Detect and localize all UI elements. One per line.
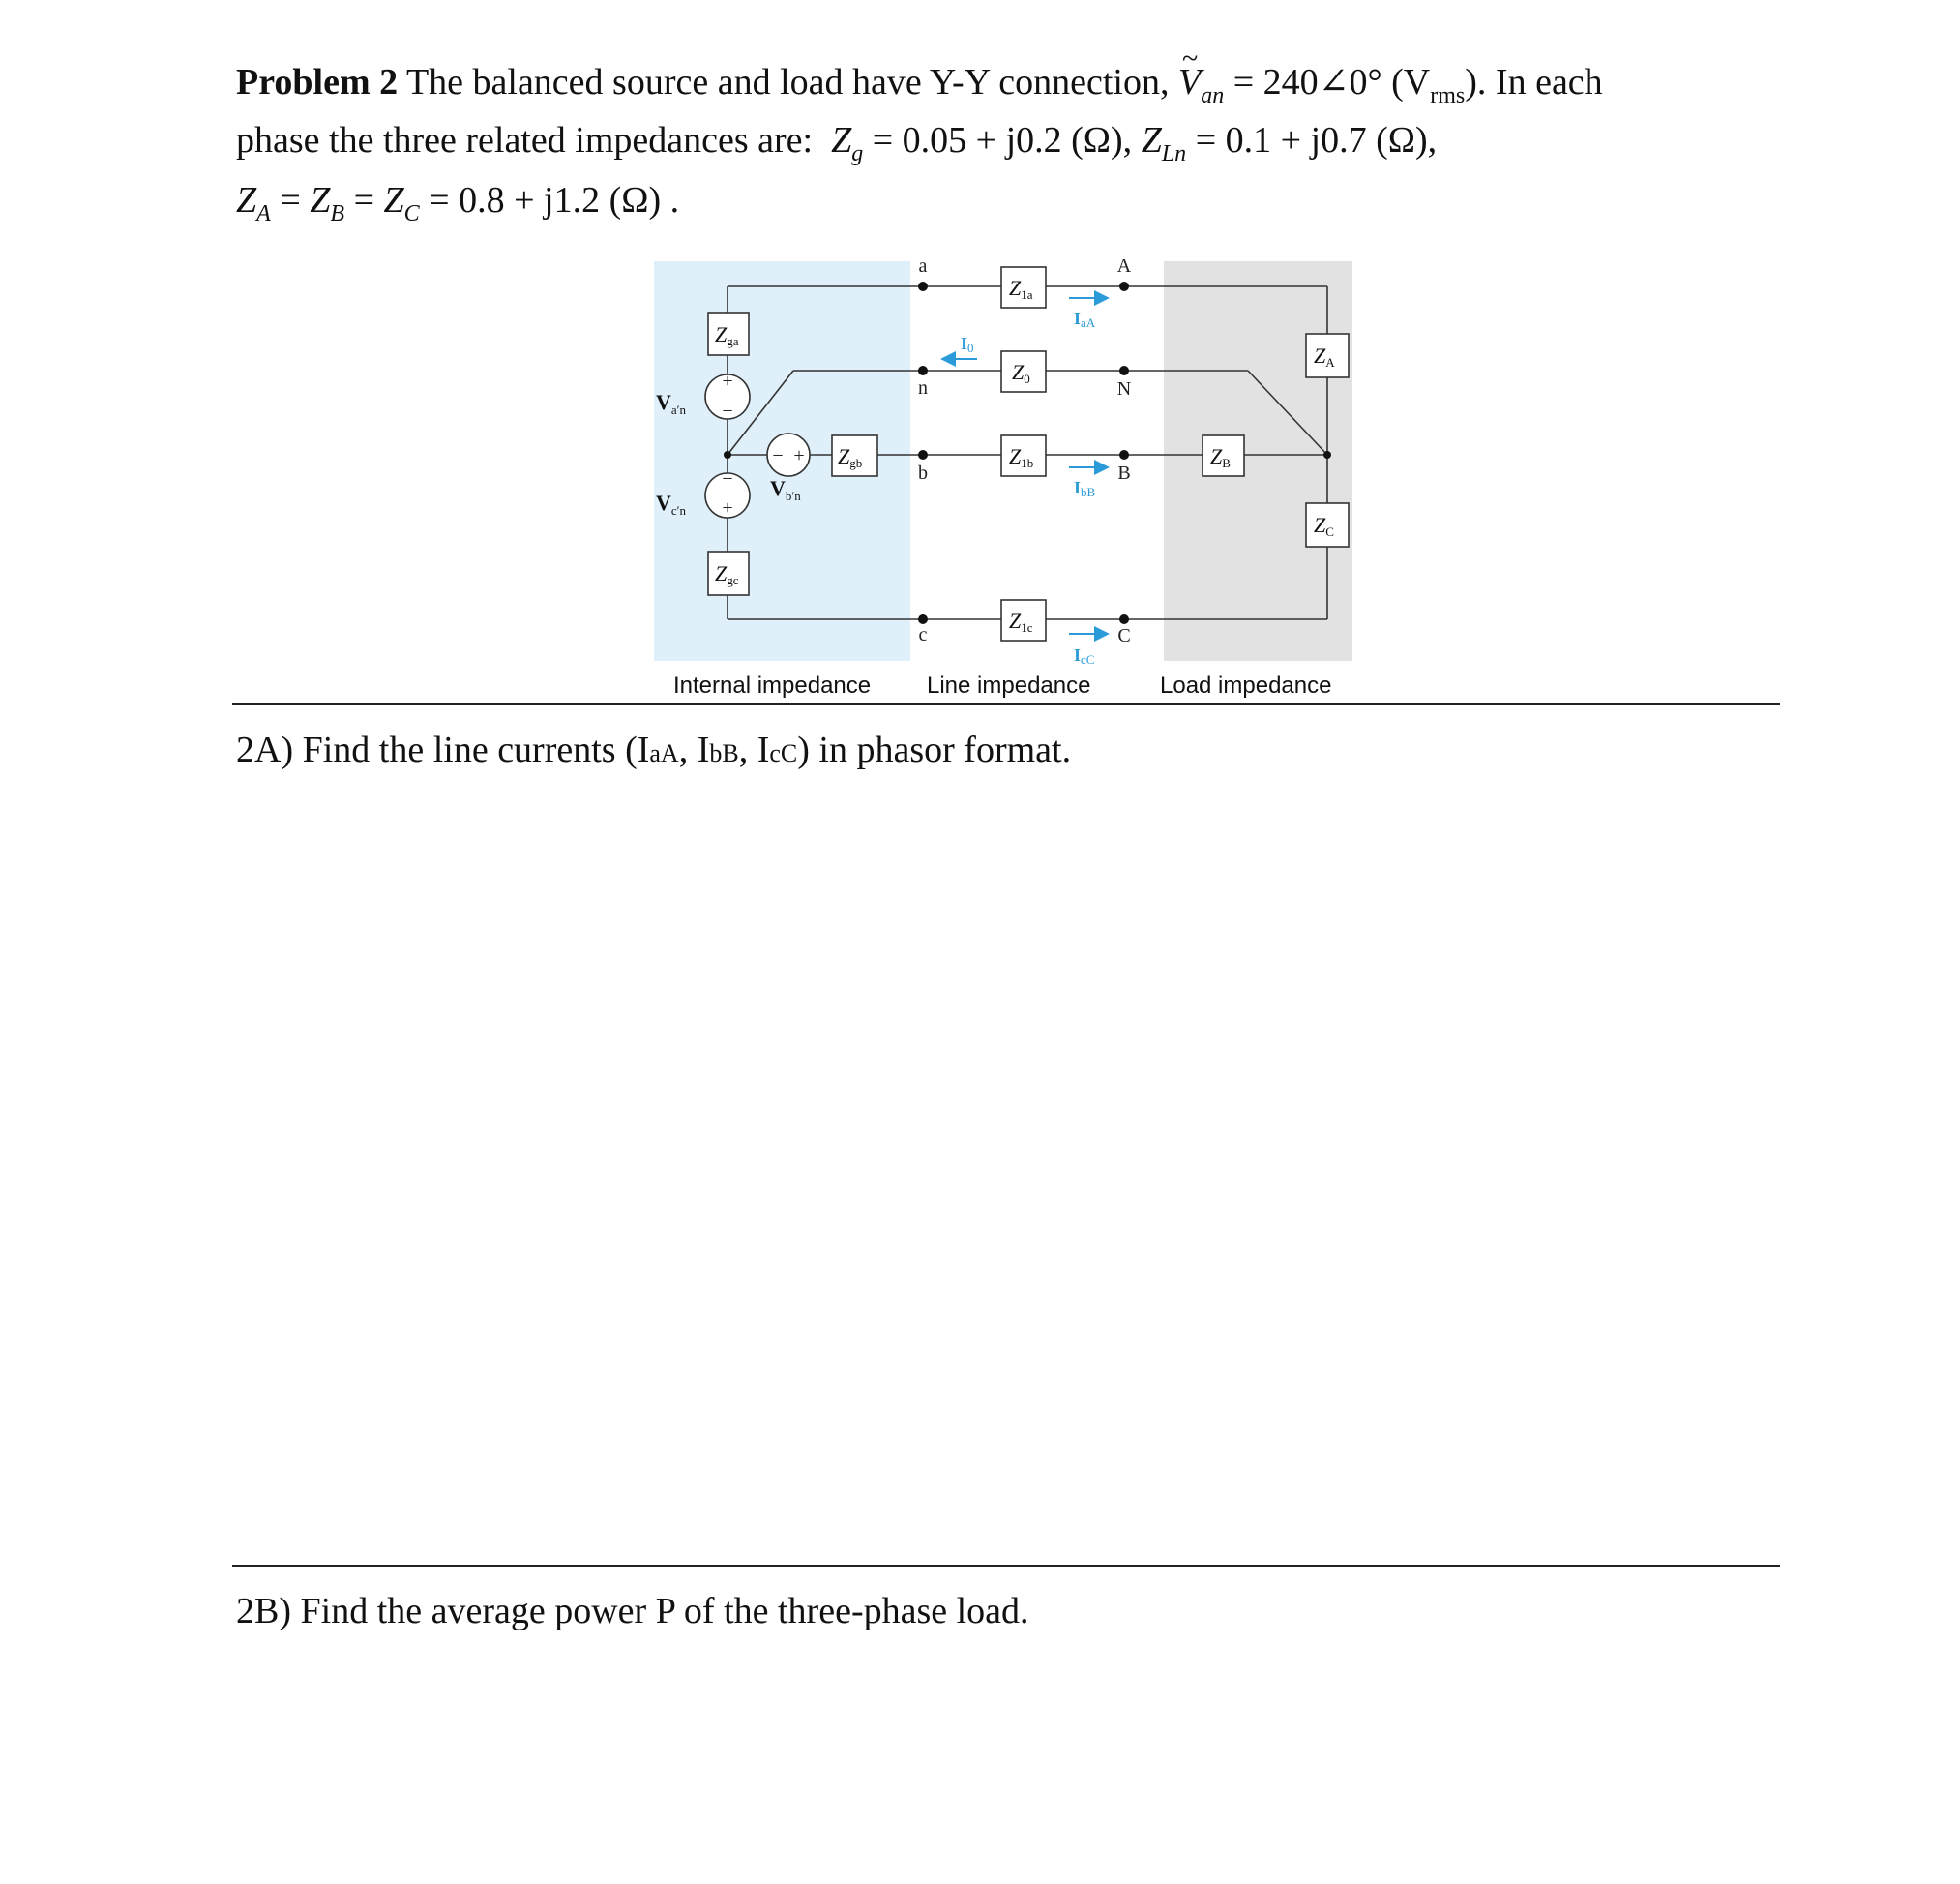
q2a-suffix: ) in phasor format. <box>797 730 1072 770</box>
label-vcn: $V_{c'n}$ <box>656 491 687 518</box>
eq-2: = <box>353 180 374 221</box>
problem-line-1 <box>236 58 1603 120</box>
line2-text: phase the three related impedances are: <box>236 120 814 161</box>
label-zgb: Zgb <box>838 444 863 470</box>
zc-sub: C <box>403 201 420 226</box>
caption-load: Load impedance <box>1160 673 1332 699</box>
source-b-plus: + <box>793 445 805 466</box>
zb-symbol: Z <box>310 180 331 221</box>
load-value: = 0.8 + j1.2 (Ω) . <box>429 180 680 221</box>
caption-line: Line impedance <box>927 673 1091 699</box>
source-a-minus: − <box>722 401 733 422</box>
van-sub: an <box>1201 83 1225 108</box>
van-unit-sub: rms <box>1430 83 1466 108</box>
divider-1 <box>232 703 1780 705</box>
zln-value: = 0.1 + j0.7 (Ω), <box>1195 120 1438 161</box>
zg-value: = 0.05 + j0.2 (Ω), <box>872 120 1133 161</box>
q2a-prefix: 2A) Find the line currents (I <box>236 730 650 770</box>
label-ibB: IbB <box>1074 478 1096 499</box>
zln-symbol: Z <box>1141 120 1162 161</box>
problem-intro: The balanced source and load have Y-Y connection, <box>405 62 1170 103</box>
label-van: $V_{a'n}$ <box>656 390 687 417</box>
node-label-A: A <box>1116 256 1132 277</box>
q2a-sep-1: , I <box>678 730 710 770</box>
label-zC: ZC <box>1314 513 1334 539</box>
node-label-n: n <box>918 377 928 399</box>
question-2b: 2B) Find the average power P of the three-phase load. <box>236 1591 1029 1631</box>
node-label-N: N <box>1116 378 1132 400</box>
label-icC: IcC <box>1074 645 1095 667</box>
eq-1: = <box>280 180 301 221</box>
za-sub: A <box>256 201 271 226</box>
q2a-sub-cC: cC <box>769 739 798 767</box>
source-c-plus: + <box>722 497 733 519</box>
label-zga: Zga <box>715 322 739 348</box>
problem-label: Problem 2 <box>236 62 399 103</box>
zc-symbol: Z <box>383 180 404 221</box>
problem-line-2 <box>236 116 1437 178</box>
zln-sub: Ln <box>1161 141 1187 166</box>
label-i0: I0 <box>961 334 974 355</box>
label-vbn: $V_{b'n}$ <box>770 476 801 503</box>
label-z1c: Z1c <box>1009 609 1033 635</box>
problem-line-3 <box>236 176 679 238</box>
node-label-a: a <box>918 256 928 277</box>
van-close: ). <box>1465 62 1487 103</box>
load-region <box>1164 261 1352 661</box>
q2a-sep-2: , I <box>738 730 770 770</box>
label-iaA: IaA <box>1074 309 1096 330</box>
node-label-C: C <box>1117 625 1131 646</box>
node-label-B: B <box>1117 463 1131 484</box>
divider-2 <box>232 1565 1780 1567</box>
zb-sub: B <box>330 201 345 226</box>
q2a-sub-aA: aA <box>649 739 679 767</box>
za-symbol: Z <box>236 180 257 221</box>
zg-symbol: Z <box>831 120 852 161</box>
label-zA: ZA <box>1314 344 1335 370</box>
caption-internal: Internal impedance <box>673 673 872 699</box>
node-label-b: b <box>918 463 928 484</box>
source-c-minus: − <box>722 468 733 490</box>
in-each-text: In each <box>1495 62 1603 103</box>
label-z1a: Z1a <box>1009 276 1033 302</box>
label-zB: ZB <box>1210 444 1231 470</box>
van-value: = 240∠0° (V <box>1232 62 1431 103</box>
label-z0: Z0 <box>1012 360 1030 386</box>
van-symbol: ~ V <box>1178 58 1201 106</box>
source-b-minus: − <box>772 445 784 466</box>
zg-sub: g <box>851 141 864 166</box>
question-2a <box>236 726 1071 778</box>
label-zgc: Zgc <box>715 561 739 587</box>
circuit-diagram <box>638 256 1374 711</box>
node-label-c: c <box>918 624 928 645</box>
q2a-sub-bB: bB <box>709 739 739 767</box>
source-a-plus: + <box>722 371 733 392</box>
label-z1b: Z1b <box>1009 444 1034 470</box>
